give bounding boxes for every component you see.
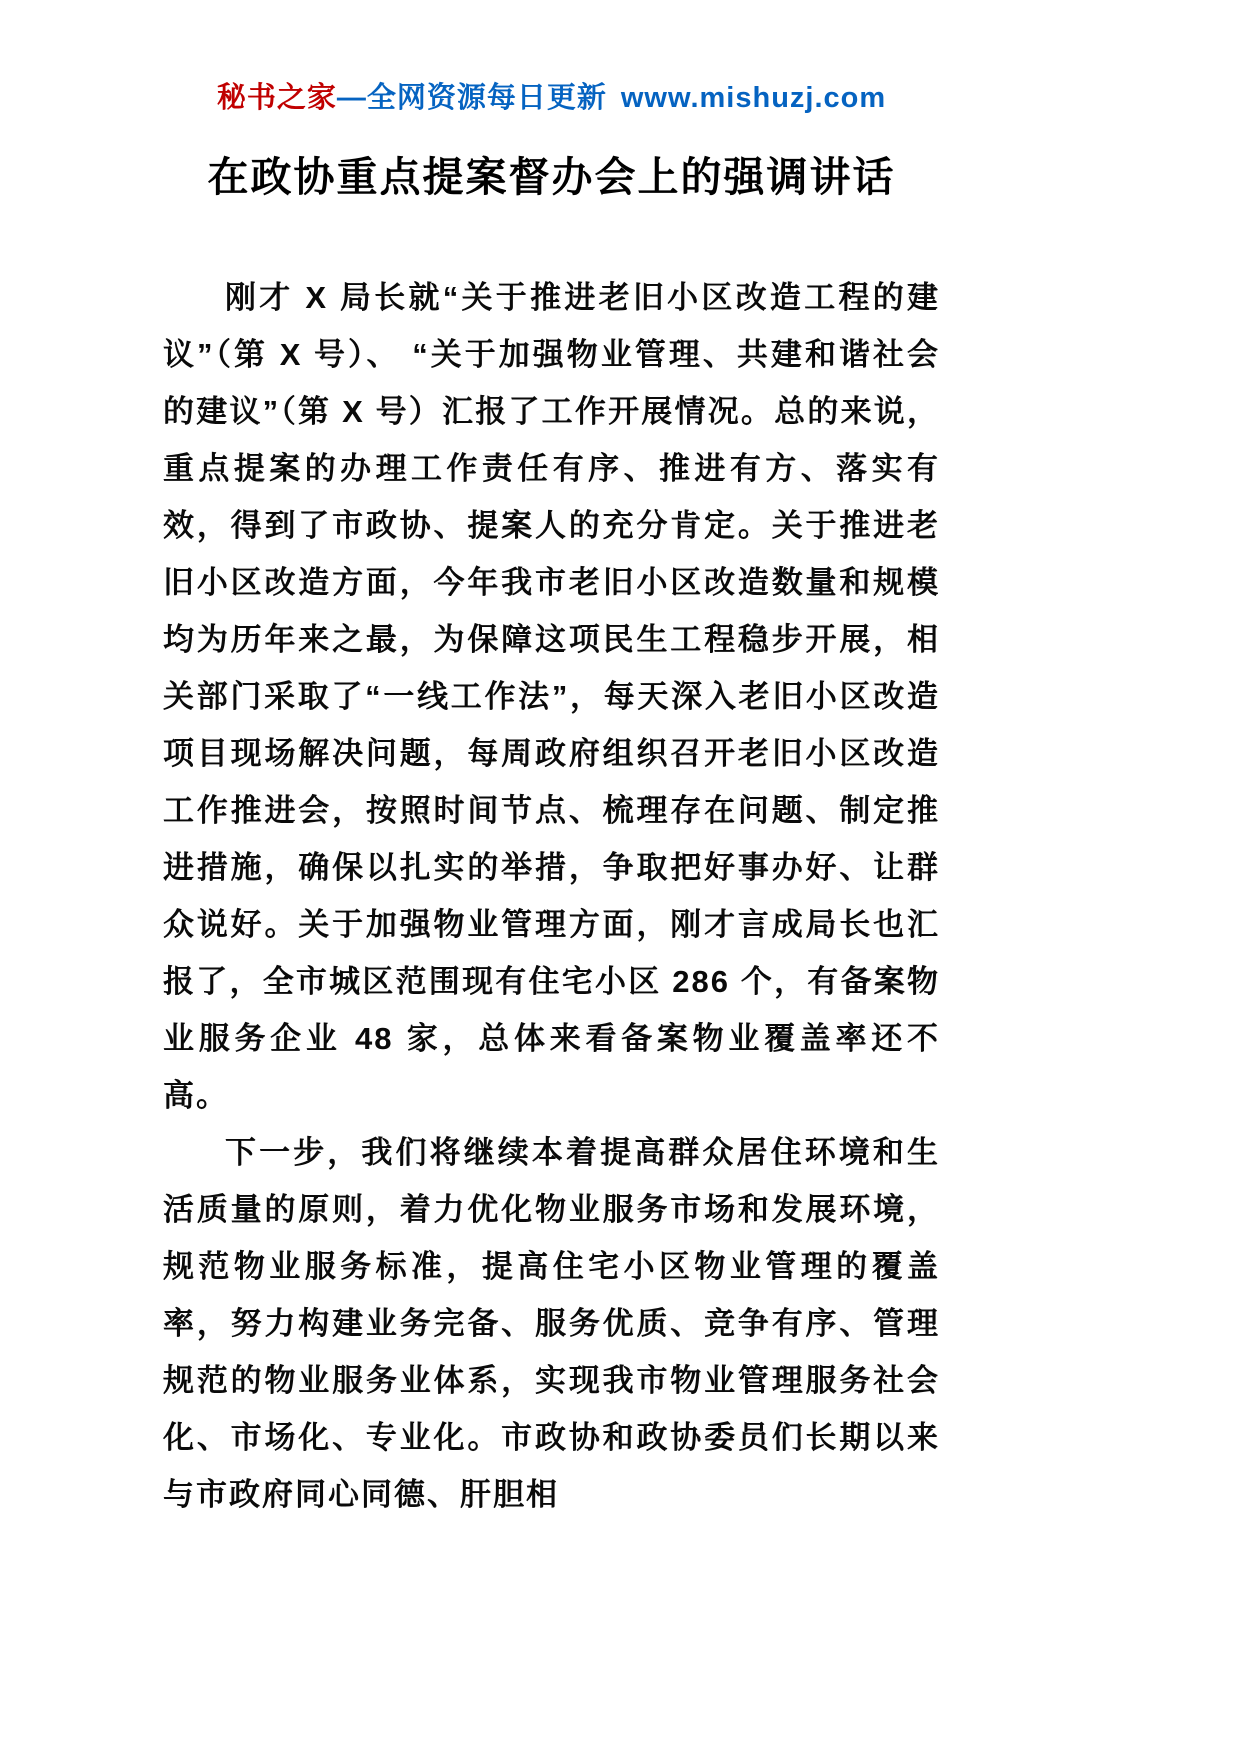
document-title: 在政协重点提案督办会上的强调讲话 [207, 154, 896, 200]
body-paragraph-2: 下一步，我们将继续本着提高群众居住环境和生活质量的原则，着力优化物业服务市场和发展环境，规范物业服务标准，提高住宅小区物业管理的覆盖率，努力构建业务完备、服务优质、竞争有序、管理规范的物业服务业体系，实现我市物业管理服务社会化、市场化、专业化。市政协和政协委员们长期以来与市政府同心同德、肝胆相 [163, 1135, 940, 1512]
site-header [163, 75, 940, 116]
site-url-link[interactable]: www.mishuzj.com [620, 82, 887, 114]
site-brand: 秘书之家 [216, 82, 337, 114]
body-paragraph-1: 刚才 X 局长就“关于推进老旧小区改造工程的建议”（第 X 号）、 “关于加强物业管理、共建和谐社会的建议”（第 X 号）汇报了工作开展情况。总的来说，重点提案的办理工作责任有序、推进有方、落实有效，得到了市政协、提案人的充分肯定。关于推进老旧小区改造方面，今年我市老旧小区改造数量和规模均为历年来之最，为保障这项民生工程稳步开展，相关部门采取了“一线工作法”，每天深入老旧小区改造项目现场解决问题，每周政府组织召开老旧小区改造工作推进会，按照时间节点、梳理存在问题、制定推进措施，确保以扎实的举措，争取把好事办好、让群众说好。关于加强物业管理方面，刚才言成局长也汇报了，全市城区范围现有住宅小区 286 个，有备案物业服务企业 48 家，总体来看备案物业覆盖率还不高。 [163, 280, 940, 1113]
header-tagline: —全网资源每日更新 [336, 82, 607, 114]
